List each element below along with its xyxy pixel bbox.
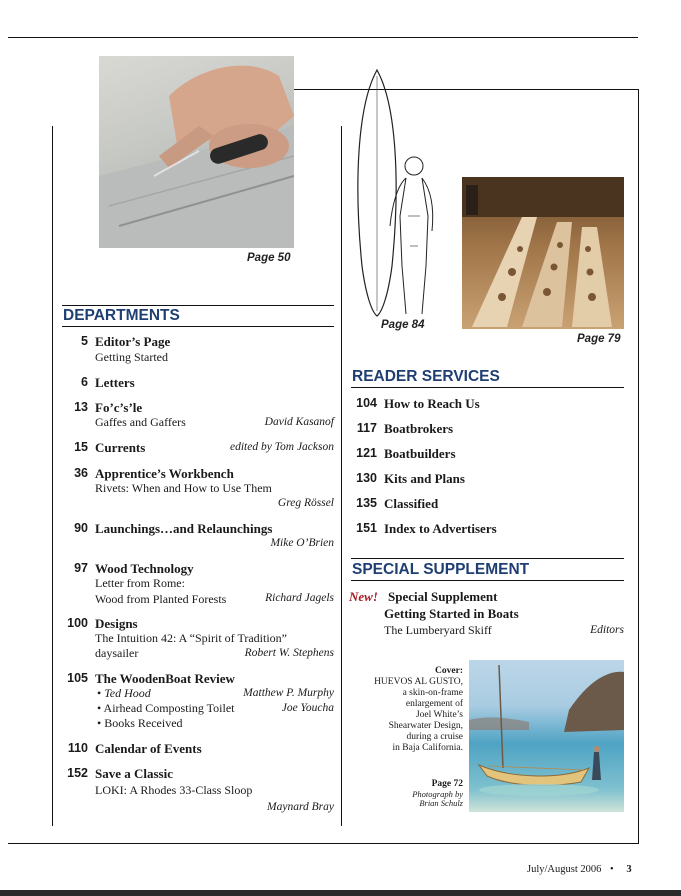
page-number: 130	[356, 471, 377, 485]
photo-credit-line1: Photograph by	[412, 788, 463, 799]
bullet-text: Books Received	[104, 716, 183, 730]
special-supplement-bottom-rule	[351, 580, 624, 581]
departments-top-rule	[62, 305, 334, 306]
item-title: Launchings…and Relaunchings	[95, 521, 273, 536]
bullet-glyph: •	[97, 686, 102, 700]
item-title: Fo’c’s’le	[95, 400, 143, 415]
page-number: 90	[74, 521, 88, 535]
cover-label: Cover:	[435, 666, 463, 676]
item-title: Wood Technology	[95, 561, 194, 576]
cover-page: Page 72	[431, 779, 463, 789]
item-author: Matthew P. Murphy	[243, 687, 334, 699]
page-number: 100	[67, 616, 88, 630]
illustration-page-84	[352, 66, 452, 318]
right-frame-vertical-rule	[638, 89, 639, 844]
item-author: Robert W. Stephens	[244, 647, 334, 659]
item-title: Calendar of Events	[95, 741, 202, 756]
item-author: David Kasanof	[264, 416, 334, 428]
cover-line: enlargement of	[405, 699, 463, 709]
item-title: Index to Advertisers	[384, 521, 497, 536]
footer-bullet: •	[610, 864, 614, 875]
page-number: 152	[67, 766, 88, 780]
surfer-sketch	[352, 66, 452, 318]
cover-line: Joel White’s	[415, 710, 463, 720]
cover-line: Shearwater Design,	[388, 721, 463, 731]
special-supplement-heading: SPECIAL SUPPLEMENT	[352, 561, 530, 578]
page-number: 121	[356, 446, 377, 460]
caption-page-79: Page 79	[577, 333, 621, 345]
reader-services-rule	[351, 387, 624, 388]
cover-line: during a cruise	[406, 732, 463, 742]
item-title: Designs	[95, 616, 138, 631]
item-subtitle-line2: daysailer	[95, 646, 139, 660]
page-number: 15	[74, 440, 88, 454]
item-author: Richard Jagels	[265, 592, 334, 604]
cover-description	[343, 666, 463, 754]
item-author: Greg Rössel	[277, 497, 334, 509]
page-number: 13	[74, 400, 88, 414]
supplement-subtitle: The Lumberyard Skiff	[384, 623, 492, 637]
footer	[527, 864, 632, 875]
item-author: Mike O’Brien	[270, 537, 334, 549]
supplement-title-line1: Special Supplement	[388, 589, 498, 604]
item-title: The WoodenBoat Review	[95, 671, 235, 686]
item-subtitle: Rivets: When and How to Use Them	[95, 481, 272, 495]
item-title: Kits and Plans	[384, 471, 465, 486]
item-title: How to Reach Us	[384, 396, 480, 411]
page-number: 105	[67, 671, 88, 685]
top-rule	[8, 37, 638, 38]
page-number: 135	[356, 496, 377, 510]
item-author: Joe Youcha	[281, 702, 334, 714]
page-number: 36	[74, 466, 88, 480]
cover-photo	[469, 660, 624, 812]
item-subtitle-line2: Wood from Planted Forests	[95, 592, 227, 606]
supplement-title-line2: Getting Started in Boats	[384, 606, 519, 621]
page-number: 110	[67, 741, 88, 755]
reader-services-heading: READER SERVICES	[352, 368, 500, 385]
item-title: Classified	[384, 496, 439, 511]
bottom-rule	[8, 843, 639, 844]
bullet-glyph: •	[97, 716, 102, 730]
special-supplement-top-rule	[351, 558, 624, 559]
item-subtitle: The Intuition 42: A “Spirit of Tradition”	[95, 631, 287, 645]
issue-date: July/August 2006	[527, 864, 602, 875]
review-bullet-books-received	[97, 716, 183, 731]
right-frame-top-rule	[292, 89, 639, 90]
review-bullet-airhead-toilet	[97, 701, 234, 716]
bullet-text: Airhead Composting Toilet	[103, 701, 235, 715]
page-number: 3	[626, 864, 632, 875]
departments-heading: DEPARTMENTS	[63, 307, 180, 324]
page-number: 97	[74, 561, 88, 575]
page-number: 6	[81, 375, 88, 389]
item-subtitle: Letter from Rome:	[95, 576, 185, 590]
photo-credit-line2: Brian Schulz	[419, 798, 463, 808]
skin-on-frame-boat-illustration	[469, 660, 624, 812]
supplement-author: Editors	[590, 624, 624, 636]
cover-line: a skin-on-frame	[402, 688, 463, 698]
item-author: Maynard Bray	[267, 801, 334, 813]
caption-page-84: Page 84	[381, 319, 425, 331]
caption-page-50: Page 50	[247, 252, 291, 264]
page-number: 151	[356, 521, 377, 535]
item-subtitle: Getting Started	[95, 350, 168, 364]
bullet-text: Ted Hood	[104, 686, 151, 700]
bottom-edge-strip	[0, 890, 681, 896]
cover-line: in Baja California.	[392, 743, 463, 753]
item-subtitle: LOKI: A Rhodes 33-Class Sloop	[95, 783, 253, 797]
photo-page-79	[462, 177, 624, 329]
item-subtitle: Gaffes and Gaffers	[95, 415, 186, 429]
item-title: Editor’s Page	[95, 334, 171, 349]
cover-line: HUEVOS AL GUSTO,	[374, 677, 463, 687]
item-title: Apprentice’s Workbench	[95, 466, 234, 481]
photo-page-50	[99, 56, 294, 248]
item-title: Save a Classic	[95, 766, 173, 781]
page-number: 104	[356, 396, 377, 410]
hands-knife-illustration	[99, 56, 294, 248]
item-author: edited by Tom Jackson	[229, 441, 334, 453]
new-badge: New!	[349, 589, 378, 604]
review-bullet-ted-hood	[97, 686, 151, 701]
item-title: Boatbrokers	[384, 421, 454, 436]
departments-bottom-rule	[62, 326, 334, 327]
cover-page-credit	[343, 780, 463, 809]
item-title: Letters	[95, 375, 135, 390]
workshop-frames-illustration	[462, 177, 624, 329]
page-number: 5	[81, 334, 88, 348]
bullet-glyph: •	[97, 701, 102, 715]
item-title: Currents	[95, 440, 146, 455]
item-title: Boatbuilders	[384, 446, 456, 461]
page-number: 117	[356, 421, 377, 435]
